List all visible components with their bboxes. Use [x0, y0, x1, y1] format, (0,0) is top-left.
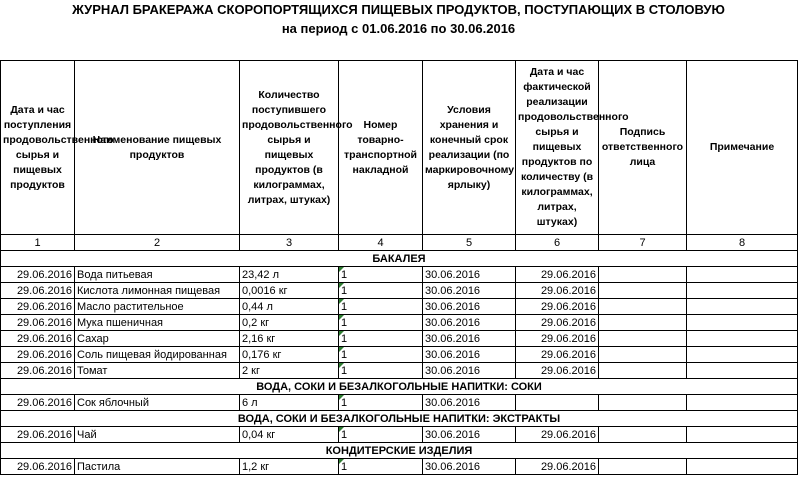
realized-date-cell[interactable]: 29.06.2016 — [516, 283, 599, 299]
header-cell-date-received[interactable]: Дата и час поступления продовольственного сырья и пищевых продуктов — [1, 61, 75, 235]
realized-date-cell[interactable] — [516, 395, 599, 411]
column-number-cell[interactable]: 2 — [75, 235, 240, 251]
table-row — [1, 331, 798, 347]
section-row — [1, 411, 798, 427]
invoice-number: 1 — [341, 332, 348, 345]
note-cell[interactable] — [687, 427, 798, 443]
section-row — [1, 379, 798, 395]
table-row — [1, 427, 798, 443]
invoice-cell[interactable] — [339, 283, 423, 299]
date-cell[interactable]: 29.06.2016 — [1, 283, 75, 299]
expiry-cell[interactable]: 30.06.2016 — [423, 331, 516, 347]
invoice-number: 1 — [341, 348, 348, 361]
signature-cell[interactable] — [599, 331, 687, 347]
invoice-cell[interactable] — [339, 459, 423, 475]
column-number-cell[interactable]: 5 — [423, 235, 516, 251]
quantity-cell[interactable]: 2 кг — [240, 363, 339, 379]
invoice-number: 1 — [341, 460, 348, 473]
error-indicator-icon — [339, 395, 344, 400]
quantity-cell[interactable]: 23,42 л — [240, 267, 339, 283]
invoice-cell[interactable] — [339, 363, 423, 379]
table-row — [1, 363, 798, 379]
invoice-number: 1 — [341, 428, 348, 441]
date-cell[interactable]: 29.06.2016 — [1, 395, 75, 411]
expiry-cell[interactable]: 30.06.2016 — [423, 459, 516, 475]
column-number-cell[interactable]: 3 — [240, 235, 339, 251]
header-cell-product-name[interactable]: Наименование пищевых продуктов — [75, 61, 240, 235]
note-cell[interactable] — [687, 267, 798, 283]
signature-cell[interactable] — [599, 315, 687, 331]
realized-date-cell[interactable]: 29.06.2016 — [516, 427, 599, 443]
quantity-cell[interactable]: 0,2 кг — [240, 315, 339, 331]
note-cell[interactable] — [687, 363, 798, 379]
product-name-cell[interactable]: Кислота лимонная пищевая — [75, 283, 240, 299]
invoice-cell[interactable] — [339, 427, 423, 443]
expiry-cell[interactable]: 30.06.2016 — [423, 299, 516, 315]
realized-date-cell[interactable]: 29.06.2016 — [516, 363, 599, 379]
note-cell[interactable] — [687, 299, 798, 315]
product-name-cell[interactable]: Сахар — [75, 331, 240, 347]
header-row — [1, 61, 798, 235]
quantity-cell[interactable]: 0,44 л — [240, 299, 339, 315]
invoice-number: 1 — [341, 300, 348, 313]
date-cell[interactable]: 29.06.2016 — [1, 331, 75, 347]
invoice-number: 1 — [341, 268, 348, 281]
section-row — [1, 251, 798, 267]
expiry-cell[interactable]: 30.06.2016 — [423, 315, 516, 331]
section-title[interactable]: БАКАЛЕЯ — [1, 251, 798, 267]
product-name-cell[interactable]: Пастила — [75, 459, 240, 475]
table-row — [1, 347, 798, 363]
column-number-cell[interactable]: 6 — [516, 235, 599, 251]
error-indicator-icon — [339, 299, 344, 304]
signature-cell[interactable] — [599, 363, 687, 379]
table-row — [1, 459, 798, 475]
invoice-cell[interactable] — [339, 347, 423, 363]
expiry-cell[interactable]: 30.06.2016 — [423, 427, 516, 443]
invoice-cell[interactable] — [339, 395, 423, 411]
invoice-cell[interactable] — [339, 331, 423, 347]
error-indicator-icon — [339, 331, 344, 336]
expiry-cell[interactable]: 30.06.2016 — [423, 347, 516, 363]
realized-date-cell[interactable]: 29.06.2016 — [516, 315, 599, 331]
invoice-number: 1 — [341, 364, 348, 377]
signature-cell[interactable] — [599, 347, 687, 363]
signature-cell[interactable] — [599, 283, 687, 299]
signature-cell[interactable] — [599, 267, 687, 283]
quantity-cell[interactable]: 1,2 кг — [240, 459, 339, 475]
section-row — [1, 443, 798, 459]
invoice-number: 1 — [341, 316, 348, 329]
section-title[interactable]: КОНДИТЕРСКИЕ ИЗДЕЛИЯ — [1, 443, 798, 459]
realized-date-cell[interactable]: 29.06.2016 — [516, 347, 599, 363]
table-row — [1, 315, 798, 331]
date-cell[interactable]: 29.06.2016 — [1, 315, 75, 331]
journal-table — [0, 60, 798, 475]
invoice-cell[interactable] — [339, 267, 423, 283]
product-name-cell[interactable]: Томат — [75, 363, 240, 379]
realized-date-cell[interactable]: 29.06.2016 — [516, 267, 599, 283]
header-cell-storage-conditions[interactable]: Условия хранения и конечный срок реализации (по маркировочному ярлыку) — [423, 61, 516, 235]
expiry-cell[interactable]: 30.06.2016 — [423, 267, 516, 283]
invoice-cell[interactable] — [339, 299, 423, 315]
column-number-cell[interactable]: 7 — [599, 235, 687, 251]
product-name-cell[interactable]: Чай — [75, 427, 240, 443]
expiry-cell[interactable]: 30.06.2016 — [423, 283, 516, 299]
product-name-cell[interactable]: Масло растительное — [75, 299, 240, 315]
product-name-cell[interactable]: Соль пищевая йодированная — [75, 347, 240, 363]
quantity-cell[interactable]: 6 л — [240, 395, 339, 411]
note-cell[interactable] — [687, 315, 798, 331]
invoice-number: 1 — [341, 396, 348, 409]
note-cell[interactable] — [687, 395, 798, 411]
date-cell[interactable]: 29.06.2016 — [1, 267, 75, 283]
note-cell[interactable] — [687, 283, 798, 299]
invoice-number: 1 — [341, 284, 348, 297]
signature-cell[interactable] — [599, 395, 687, 411]
realized-date-cell[interactable]: 29.06.2016 — [516, 459, 599, 475]
column-number-cell[interactable]: 8 — [687, 235, 798, 251]
header-cell-note[interactable]: Примечание — [687, 61, 798, 235]
quantity-cell[interactable]: 2,16 кг — [240, 331, 339, 347]
table-row — [1, 299, 798, 315]
realized-date-cell[interactable]: 29.06.2016 — [516, 299, 599, 315]
note-cell[interactable] — [687, 459, 798, 475]
table-row — [1, 283, 798, 299]
date-cell[interactable]: 29.06.2016 — [1, 347, 75, 363]
note-cell[interactable] — [687, 347, 798, 363]
date-cell[interactable]: 29.06.2016 — [1, 459, 75, 475]
error-indicator-icon — [339, 347, 344, 352]
expiry-cell[interactable]: 30.06.2016 — [423, 395, 516, 411]
signature-cell[interactable] — [599, 459, 687, 475]
table-row — [1, 267, 798, 283]
table-row — [1, 395, 798, 411]
date-cell[interactable]: 29.06.2016 — [1, 427, 75, 443]
quantity-cell[interactable]: 0,176 кг — [240, 347, 339, 363]
column-number-cell[interactable]: 1 — [1, 235, 75, 251]
invoice-cell[interactable] — [339, 315, 423, 331]
error-indicator-icon — [339, 267, 344, 272]
realized-date-cell[interactable]: 29.06.2016 — [516, 331, 599, 347]
error-indicator-icon — [339, 315, 344, 320]
error-indicator-icon — [339, 363, 344, 368]
section-title[interactable]: ВОДА, СОКИ И БЕЗАЛКОГОЛЬНЫЕ НАПИТКИ: СОКИ — [1, 379, 798, 395]
header-cell-quantity[interactable]: Количество поступившего продовольственного сырья и пищевых продуктов (в килограммах, литрах, штуках) — [240, 61, 339, 235]
column-numbers-row — [1, 235, 798, 251]
header-cell-invoice-number[interactable]: Номер товарно-транспортной накладной — [339, 61, 423, 235]
signature-cell[interactable] — [599, 299, 687, 315]
note-cell[interactable] — [687, 331, 798, 347]
quantity-cell[interactable]: 0,04 кг — [240, 427, 339, 443]
product-name-cell[interactable]: Сок яблочный — [75, 395, 240, 411]
date-cell[interactable]: 29.06.2016 — [1, 299, 75, 315]
quantity-cell[interactable]: 0,0016 кг — [240, 283, 339, 299]
header-cell-date-realized[interactable]: Дата и час фактической реализации продовольственного сырья и пищевых продуктов по количеству (в килограммах, литрах, штуках) — [516, 61, 599, 235]
error-indicator-icon — [339, 427, 344, 432]
signature-cell[interactable] — [599, 427, 687, 443]
date-cell[interactable]: 29.06.2016 — [1, 363, 75, 379]
header-cell-signature[interactable]: Подпись ответственного лица — [599, 61, 687, 235]
column-number-cell[interactable]: 4 — [339, 235, 423, 251]
error-indicator-icon — [339, 459, 344, 464]
journal-title: ЖУРНАЛ БРАКЕРАЖА СКОРОПОРТЯЩИХСЯ ПИЩЕВЫХ ПРОДУКТОВ, ПОСТУПАЮЩИХ В СТОЛОВУЮ — [72, 2, 725, 17]
error-indicator-icon — [339, 283, 344, 288]
product-name-cell[interactable]: Мука пшеничная — [75, 315, 240, 331]
journal-period: на период с 01.06.2016 по 30.06.2016 — [281, 21, 516, 36]
expiry-cell[interactable]: 30.06.2016 — [423, 363, 516, 379]
section-title[interactable]: ВОДА, СОКИ И БЕЗАЛКОГОЛЬНЫЕ НАПИТКИ: ЭКСТРАКТЫ — [1, 411, 798, 427]
product-name-cell[interactable]: Вода питьевая — [75, 267, 240, 283]
